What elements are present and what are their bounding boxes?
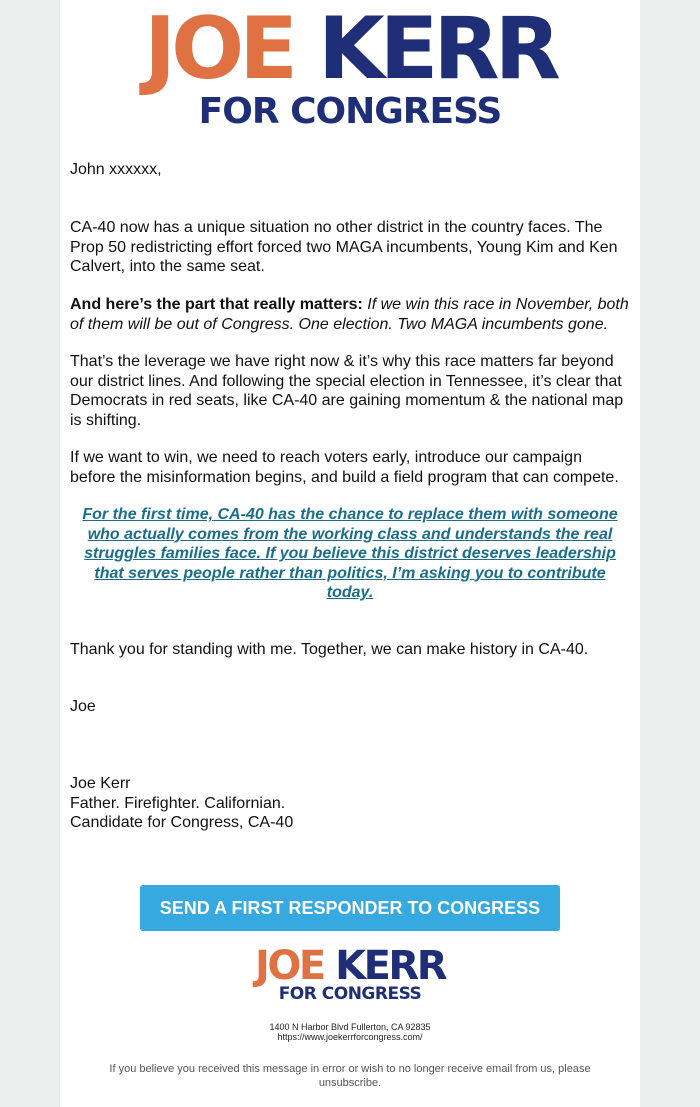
paragraph-4: If we want to win, we need to reach voters early, introduce our campaign before the misinformation begins, and build a field program that can compete.	[70, 449, 619, 486]
footer-logo-office: CONGRESS	[321, 984, 422, 1004]
paragraph-2	[70, 295, 630, 334]
footer-address-block	[60, 1022, 640, 1042]
thank-you-line: Thank you for standing with me. Together, we can make history in CA-40.	[70, 641, 589, 658]
donate-button[interactable]: SEND A FIRST RESPONDER TO CONGRESS	[140, 885, 560, 931]
paragraph-2-bold: And here’s the part that really matters:	[70, 296, 363, 313]
header-logo-name	[60, 0, 640, 99]
footer-website-link[interactable]: https://www.joekerrforcongress.com/	[277, 1032, 423, 1042]
footer-logo-last-name: KERR	[335, 943, 446, 989]
signature-name: Joe Kerr	[70, 775, 131, 792]
footer-logo	[60, 943, 640, 1004]
header-logo-subtitle	[60, 91, 640, 132]
sign-off: Joe	[70, 698, 96, 715]
footer-logo-name	[60, 943, 640, 989]
signature-block	[70, 774, 630, 833]
greeting: John xxxxxx,	[70, 161, 162, 178]
footer-logo-first-name: JOE	[254, 943, 324, 989]
footer-logo-for: FOR	[278, 984, 317, 1004]
header-logo-first-name: JOE	[144, 0, 294, 99]
signature-tagline: Father. Firefighter. Californian.	[70, 794, 286, 812]
unsubscribe-link[interactable]: If you believe you received this message in error or wish to no longer receive email from us, please unsubscribe.	[109, 1063, 591, 1089]
contribute-link[interactable]: For the first time, CA-40 has the chance to replace them with someone who actually comes from the working class and understands the real struggles families face. If you believe this district deserves leadership that serves people rather than politics, I’m asking you to contribute today.	[82, 506, 618, 601]
header-logo	[60, 0, 640, 132]
header-logo-last-name: KERR	[317, 0, 556, 99]
paragraph-2-italic: If we win this race in November, both of them will be out of Congress. One election. Two MAGA incumbents gone.	[70, 296, 629, 333]
footer-logo-subtitle	[60, 986, 640, 1003]
header-logo-for: FOR	[198, 91, 279, 132]
paragraph-1: CA-40 now has a unique situation no other district in the country faces. The Prop 50 redistricting effort forced two MAGA incumbents, Young Kim and Ken Calvert, into the same seat.	[70, 219, 618, 275]
header-logo-office: CONGRESS	[290, 91, 502, 132]
footer-address: 1400 N Harbor Blvd Fullerton, CA 92835	[269, 1022, 431, 1032]
paragraph-3: That’s the leverage we have right now & it’s why this race matters far beyond our district lines. And following the special election in Tennessee, it’s clear that Democrats in red seats, like CA-40 are gaining momentum & the national map is shifting.	[70, 353, 624, 429]
signature-title: Candidate for Congress, CA-40	[70, 814, 294, 831]
email-body	[60, 0, 640, 1107]
unsubscribe-notice	[80, 1062, 620, 1090]
